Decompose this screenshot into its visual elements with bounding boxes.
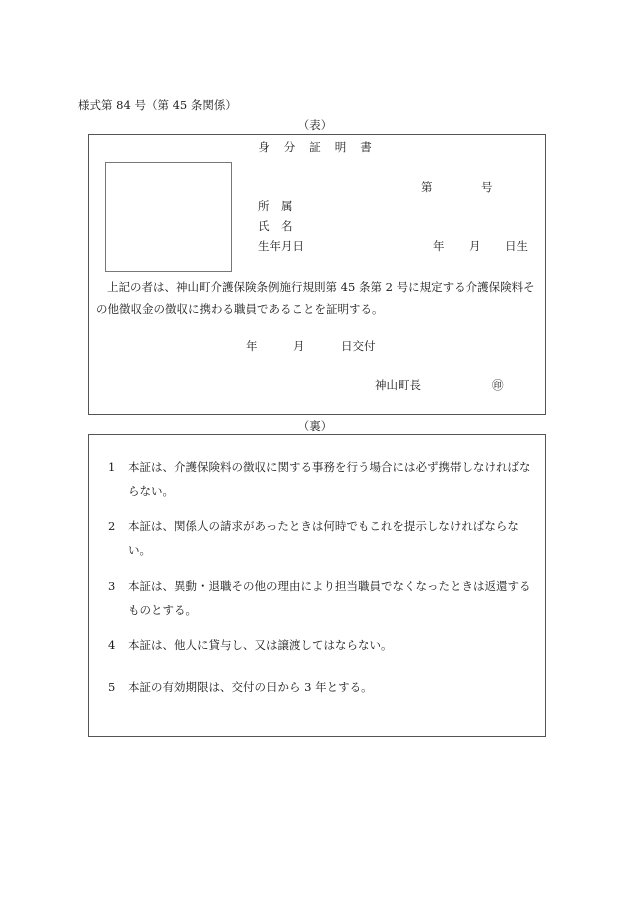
birth-year: 年 (433, 239, 445, 253)
list-item (108, 633, 538, 657)
list-item-text: 本証は、関係人の請求があったときは何時でもこれを提示しなければならない。 (128, 519, 519, 557)
list-item (108, 514, 538, 562)
list-item-number: 5 (108, 680, 116, 694)
list-item (108, 574, 538, 622)
issue-month: 月 (293, 339, 305, 353)
issue-day: 日交付 (341, 339, 376, 353)
list-item (108, 675, 538, 699)
list-item-number: 1 (108, 460, 116, 474)
birthdate-label: 生年月日 (258, 239, 304, 253)
list-item (108, 455, 538, 503)
back-side-label: （裏） (297, 419, 333, 433)
list-item-number: 4 (108, 638, 116, 652)
list-item-text: 本証は、異動・退職その他の理由により担当職員でなくなったときは返還するものとする。 (128, 579, 531, 617)
certification-text: 上記の者は、神山町介護保険条例施行規則第 45 条第 2 号に規定する介護保険料その他徴収金の徴収に携わる職員であることを証明する。 (96, 280, 535, 316)
issuer-name: 神山町長 (375, 378, 421, 392)
form-number: 様式第 84 号（第 45 条関係） (78, 98, 237, 112)
issue-year: 年 (246, 339, 258, 353)
seal-mark: ㊞ (492, 378, 504, 392)
number-prefix: 第 (421, 180, 433, 194)
birth-day: 日生 (505, 239, 528, 253)
name-label: 氏 名 (258, 219, 293, 233)
list-item-number: 2 (108, 519, 116, 533)
list-item-text: 本証は、他人に貸与し、又は譲渡してはならない。 (128, 638, 393, 652)
list-item-text: 本証は、介護保険料の徴収に関する事務を行う場合には必ず携帯しなければならない。 (128, 460, 531, 498)
number-suffix: 号 (481, 180, 493, 194)
birth-month: 月 (469, 239, 481, 253)
affiliation-label: 所 属 (258, 199, 293, 213)
list-item-number: 3 (108, 579, 116, 593)
photo-placeholder (105, 162, 232, 272)
list-item-text: 本証の有効期限は、交付の日から 3 年とする。 (128, 680, 373, 694)
card-title: 身分証明書 (258, 140, 386, 154)
front-side-label: （表） (297, 118, 333, 132)
